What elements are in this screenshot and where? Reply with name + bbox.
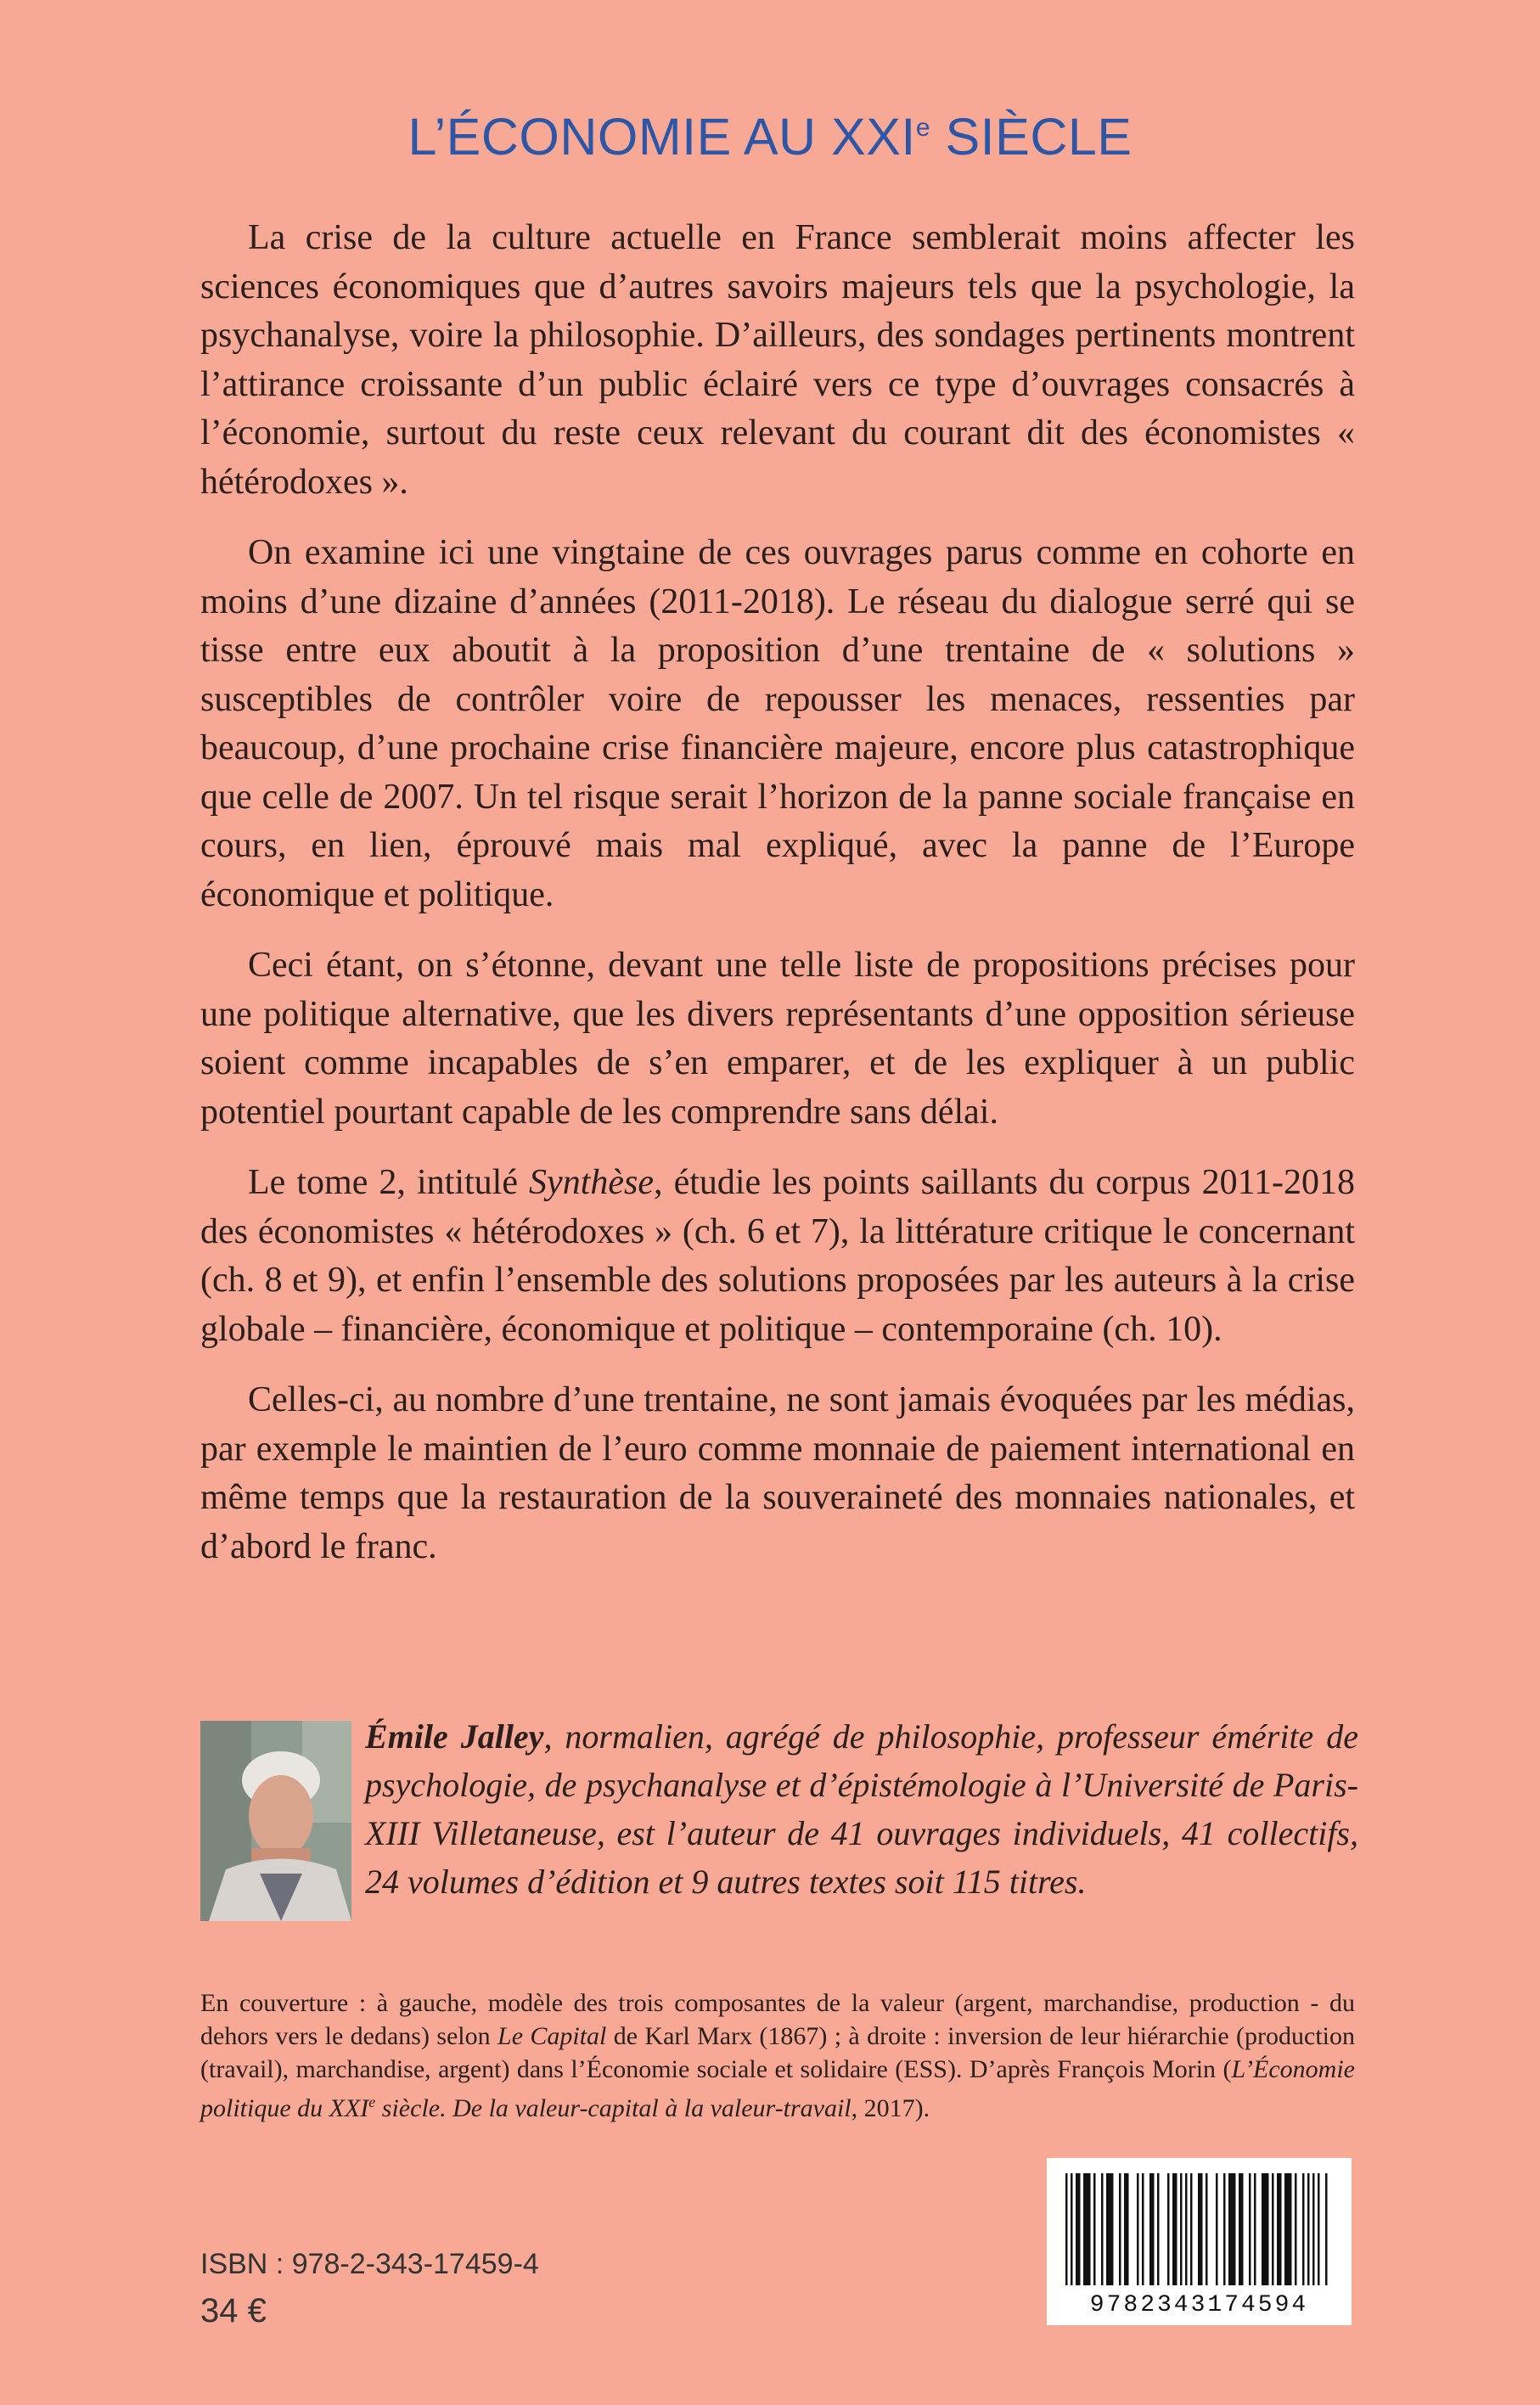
barcode-bar bbox=[1223, 2173, 1226, 2285]
price: 34 € bbox=[200, 2292, 267, 2329]
barcode-bar bbox=[1149, 2173, 1155, 2285]
barcode-bar bbox=[1272, 2173, 1274, 2285]
barcode-bar bbox=[1284, 2173, 1292, 2285]
barcode-bar bbox=[1106, 2173, 1114, 2285]
barcode-bar bbox=[1302, 2173, 1305, 2285]
barcode-bar bbox=[1295, 2173, 1297, 2285]
author-photo bbox=[200, 1721, 351, 1921]
barcode-bar bbox=[1185, 2173, 1188, 2285]
barcode bbox=[1047, 2158, 1352, 2325]
barcode-bar bbox=[1198, 2173, 1203, 2285]
barcode-bar bbox=[1071, 2173, 1073, 2285]
barcode-bar bbox=[1083, 2173, 1091, 2285]
barcode-bar bbox=[1262, 2173, 1269, 2285]
barcode-bars bbox=[1065, 2173, 1333, 2285]
barcode-bar bbox=[1216, 2173, 1218, 2285]
title-text-end: SIÈCLE bbox=[930, 108, 1133, 166]
cover-note: En couverture : à gauche, modèle des trois composantes de la valeur (argent, marchandise, production - du dehors vers le dedans) selon Le Capital de Karl Marx (1867) ; à droite : inversion de leur hiérarchie (production (travail), marchandise, argent) dans l’Économie sociale et solidaire (ESS). D’après François Morin (L’Économie politique du XXIe siècle. De la valeur-capital à la valeur-travail, 2017). bbox=[200, 1989, 1356, 2122]
blurb-paragraph-2: On examine ici une vingtaine de ces ouvrages parus comme en cohorte en moins d’une dizaine d’années (2011-2018). Le réseau du dialogue serré qui se tisse entre eux aboutit à la proposition d’une trentaine de « solutions » susceptibles de contrôler voire de repousser les menaces, ressenties par beaucoup, d’une prochaine crise financière majeure, encore plus catastrophique que celle de 2007. Un tel risque serait l’horizon de la panne sociale française en cours, en lien, éprouvé mais mal expliqué, avec la panne de l’Europe économique et politique. bbox=[200, 533, 1355, 914]
barcode-bar bbox=[1277, 2173, 1282, 2285]
title-text: L’ÉCONOMIE AU XXI bbox=[407, 108, 916, 166]
barcode-bar bbox=[1254, 2173, 1256, 2285]
barcode-bar bbox=[1172, 2173, 1177, 2285]
blurb-paragraph-1: La crise de la culture actuelle en France semblerait moins affecter les sciences économiques que d’autres savoirs majeurs tels que la psychologie, la psychanalyse, voire la philosophie. D’ailleurs, des sondages pertinents montrent l’attirance croissante d’un public éclairé vers ce type d’ouvrages consacrés à l’économie, surtout du reste ceux relevant du courant dit des économistes « hétérodoxes ». bbox=[200, 218, 1355, 502]
title-superscript: e bbox=[915, 114, 931, 142]
blurb-paragraph-4: Le tome 2, intitulé Synthèse, étudie les points saillants du corpus 2011-2018 des économistes « hétérodoxes » (ch. 6 et 7), la littérature critique le concernant (ch. 8 et 9), et enfin l’ensemble des solutions proposées par les auteurs à la crise globale – financière, économique et politique – contemporaine (ch. 10). bbox=[200, 1163, 1355, 1349]
barcode-bar bbox=[1206, 2173, 1208, 2285]
blurb-paragraph-5: Celles-ci, au nombre d’une trentaine, ne sont jamais évoquées par les médias, par exemple le maintien de l’euro comme monnaie de paiement international en même temps que la restauration de la souveraineté des monnaies nationales, et d’abord le franc. bbox=[200, 1380, 1355, 1566]
barcode-bar bbox=[1325, 2173, 1328, 2285]
barcode-bar bbox=[1228, 2173, 1236, 2285]
volume-title: Synthèse bbox=[529, 1163, 654, 1202]
barcode-bar bbox=[1239, 2173, 1244, 2285]
barcode-bar bbox=[1307, 2173, 1310, 2285]
barcode-bar bbox=[1076, 2173, 1081, 2285]
barcode-bar bbox=[1119, 2173, 1121, 2285]
barcode-bar bbox=[1065, 2173, 1068, 2285]
barcode-bar bbox=[1157, 2173, 1160, 2285]
isbn: ISBN : 978-2-343-17459-4 bbox=[200, 2248, 539, 2280]
blurb-paragraph-3: Ceci étant, on s’étonne, devant une telle liste de propositions précises pour une politique alternative, que les divers représentants d’une opposition sérieuse soient comme incapables de s’en emparer, et de les expliquer à un public potentiel pourtant capable de les comprendre sans délai. bbox=[200, 946, 1355, 1132]
author-name: Émile Jalley bbox=[365, 1717, 544, 1756]
barcode-bar bbox=[1180, 2173, 1183, 2285]
barcode-bar bbox=[1142, 2173, 1144, 2285]
barcode-digits: 9782343174594 bbox=[1089, 2292, 1309, 2318]
barcode-bar bbox=[1249, 2173, 1251, 2285]
barcode-bar bbox=[1101, 2173, 1104, 2285]
blurb bbox=[200, 214, 1355, 1593]
barcode-bar bbox=[1318, 2173, 1320, 2285]
barcode-bar bbox=[1312, 2173, 1315, 2285]
barcode-bar bbox=[1190, 2173, 1193, 2285]
barcode-bar bbox=[1137, 2173, 1139, 2285]
author-bio: Émile Jalley, normalien, agrégé de philosophie, professeur émérite de psychologie, de psychanalyse et d’épistémologie à l’Université de Paris-XIII Villetaneuse, est l’auteur de 41 ouvrages individuels, 41 collectifs, 24 volumes d’édition et 9 autres textes soit 115 titres. bbox=[365, 1717, 1358, 1901]
book-title bbox=[0, 107, 1540, 166]
barcode-bar bbox=[1124, 2173, 1129, 2285]
barcode-bar bbox=[1093, 2173, 1096, 2285]
barcode-bar bbox=[1167, 2173, 1170, 2285]
